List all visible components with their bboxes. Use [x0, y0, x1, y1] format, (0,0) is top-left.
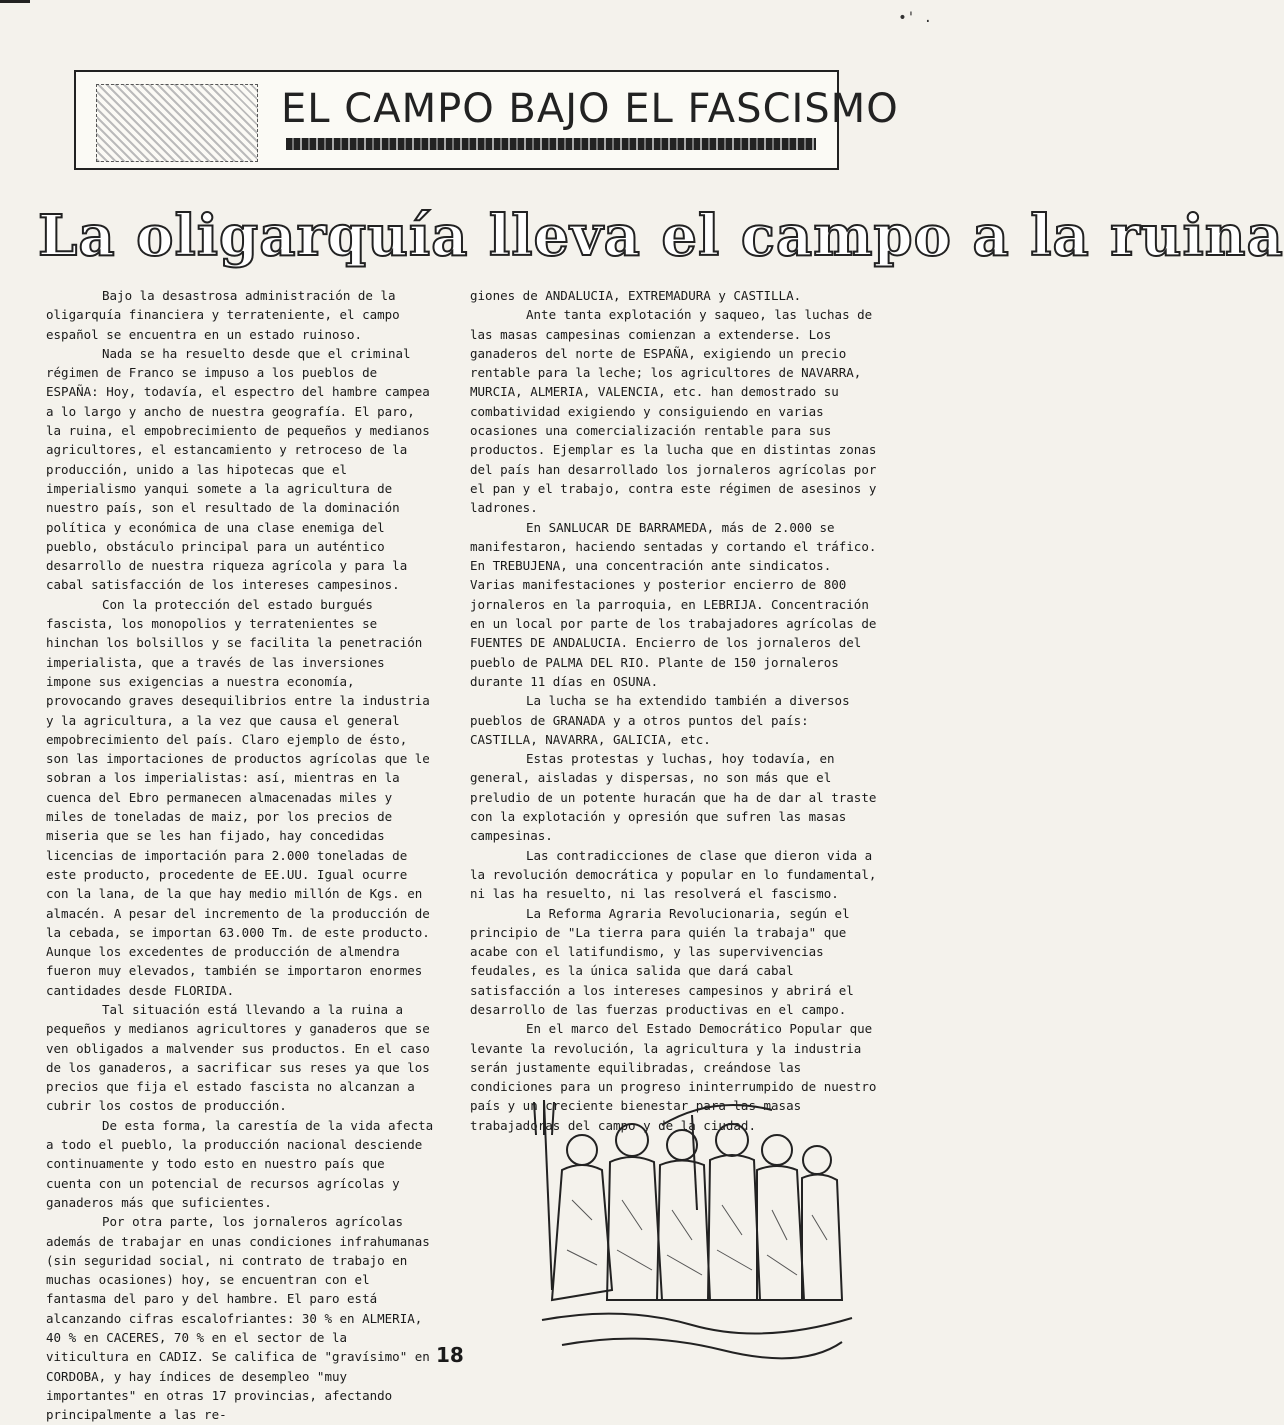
paragraph: En SANLUCAR DE BARRAMEDA, más de 2.000 se manifestaron, haciendo sentadas y cortando el tráfico. En TREBUJENA, una concentración ante sindicatos. Varias manifestaciones y posterior encierro de 800 jornaleros en la parroquia, en LEBRIJA. Concentración en un local por parte de los trabajadores agrícolas de FUENTES DE ANDALUCIA. Encierro de los jornaleros del pueblo de PALMA DEL RIO. Plante de 150 jornaleros durante 11 días en OSUNA.	[470, 519, 877, 689]
top-rule	[0, 0, 30, 3]
paragraph: Tal situación está llevando a la ruina a pequeños y medianos agricultores y ganaderos que se ven obligados a malvender sus productos. En el caso de los ganaderos, a sacrificar sus reses ya que los precios que fija el estado fascista no alcanzan a cubrir los costos de producción.	[46, 1001, 430, 1114]
paragraph: giones de ANDALUCIA, EXTREMADURA y CASTILLA.	[470, 288, 802, 303]
section-header	[74, 70, 899, 170]
paragraph: La lucha se ha extendido también a diversos pueblos de GRANADA y a otros puntos del país: CASTILLA, NAVARRA, GALICIA, etc.	[470, 693, 850, 747]
paragraph: La Reforma Agraria Revolucionaria, según el principio de "La tierra para quién la trabaja" que acabe con el latifundismo, y las supervivencias feudales, es la única salida que dará cabal satisfacción a los intereses campesinos y abrirá el desarrollo de las fuerzas productivas en el campo.	[470, 905, 854, 1017]
workers-illustration	[522, 1090, 867, 1380]
paragraph: Bajo la desastrosa administración de la oligarquía financiera y terrateniente, el campo español se encuentra en un estado ruinoso.	[46, 288, 400, 342]
paragraph: De esta forma, la carestía de la vida afecta a todo el pueblo, la producción nacional desciende continuamente y todo esto en nuestro país que cuenta con un potencial de recursos agrícolas y ganaderos más que suficientes.	[46, 1117, 434, 1210]
title-underline-bar	[286, 138, 816, 150]
right-column	[470, 286, 880, 1135]
article-headline: La oligarquía lleva el campo a la ruina	[38, 203, 1284, 269]
paragraph: Nada se ha resuelto desde que el criminal régimen de Franco se impuso a los pueblos de ESPAÑA: Hoy, todavía, el espectro del hambre campea a lo largo y ancho de nuestra geografía. El paro, la ruina, el empobrecimiento de pequeños y medianos agricultores, el estancamiento y retroceso de la producción, unido a las hipotecas que el imperialismo yanqui somete a la agricultura de nuestro país, son el resultado de la dominación política y económica de una clase enemiga del pueblo, obstáculo principal para un auténtico desarrollo de nuestra riqueza agrícola y para la cabal satisfacción de los intereses campesinos.	[46, 345, 430, 593]
paragraph: Con la protección del estado burgués fascista, los monopolios y terratenientes se hinchan los bolsillos y se facilita la penetración imperialista, que a través de las inversiones impone sus exigencias a nuestra economía, provocando graves desequilibrios entre la industria y la agricultura, a la vez que causa el general empobrecimiento del país. Claro ejemplo de ésto, son las importaciones de productos agrícolas que le sobran a los imperialistas: así, mientras en la cuenca del Ebro permanecen almacenadas miles y miles de toneladas de maiz, por los precios de miseria que se les han fijado, hay concedidas licencias de importación para 2.000 toneladas de este producto, procedente de EE.UU. Igual ocurre con la lana, de la que hay medio millón de Kgs. en almacén. A pesar del incremento de la producción de la cebada, se importan 63.000 Tm. de este producto. Aunque los excedentes de producción de almendra fueron muy elevados, también se importaron enormes cantidades desde FLORIDA.	[46, 596, 430, 998]
paragraph: En el marco del Estado Democrático Popular que levante la revolución, la agricultura y la industria serán justamente equilibradas, creándose las condiciones para un progreso ininterrumpido de nuestro país y un creciente bienestar para las masas trabajadoras del campo y de la ciudad.	[470, 1021, 877, 1133]
paragraph: Estas protestas y luchas, hoy todavía, en general, aisladas y dispersas, no son más que el preludio de un potente huracán que ha de dar al traste con la explotación y opresión que sufren las masas campesinas.	[470, 751, 877, 844]
paragraph: Ante tanta explotación y saqueo, las luchas de las masas campesinas comienzan a extenderse. Los ganaderos del norte de ESPAÑA, exigiendo un precio rentable para la leche; los agricultores de NAVARRA, MURCIA, ALMERIA, VALENCIA, etc. han demostrado su combatividad exigiendo y consiguiendo en varias ocasiones una comercialización rentable para sus productos. Ejemplar es la lucha que en distintas zonas del país han desarrollado los jornaleros agrícolas por el pan y el trabajo, contra este régimen de asesinos y ladrones.	[470, 307, 877, 516]
scan-marks: •' .	[898, 10, 932, 26]
header-illustration	[96, 84, 258, 162]
section-title: EL CAMPO BAJO EL FASCISMO	[281, 86, 899, 132]
paragraph: Las contradicciones de clase que dieron vida a la revolución democrática y popular en lo fundamental, ni las ha resuelto, ni las resolverá el fascismo.	[470, 847, 877, 902]
paragraph: Por otra parte, los jornaleros agrícolas además de trabajar en unas condiciones infrahumanas (sin seguridad social, ni contrato de trabajo en muchas ocasiones) hoy, se encuentran con el fantasma del paro y del hambre. El paro está alcanzando cifras escalofriantes: 30 % en ALMERIA, 40 % en CACERES, 70 % en el sector de la viticultura en CADIZ. Se califica de "gravísimo" en CORDOBA, y hay índices de desempleo "muy importantes" en otras 17 provincias, afectando principalmente a las re-	[46, 1214, 430, 1423]
page-number: 18	[436, 1343, 464, 1367]
left-column	[46, 286, 436, 1425]
